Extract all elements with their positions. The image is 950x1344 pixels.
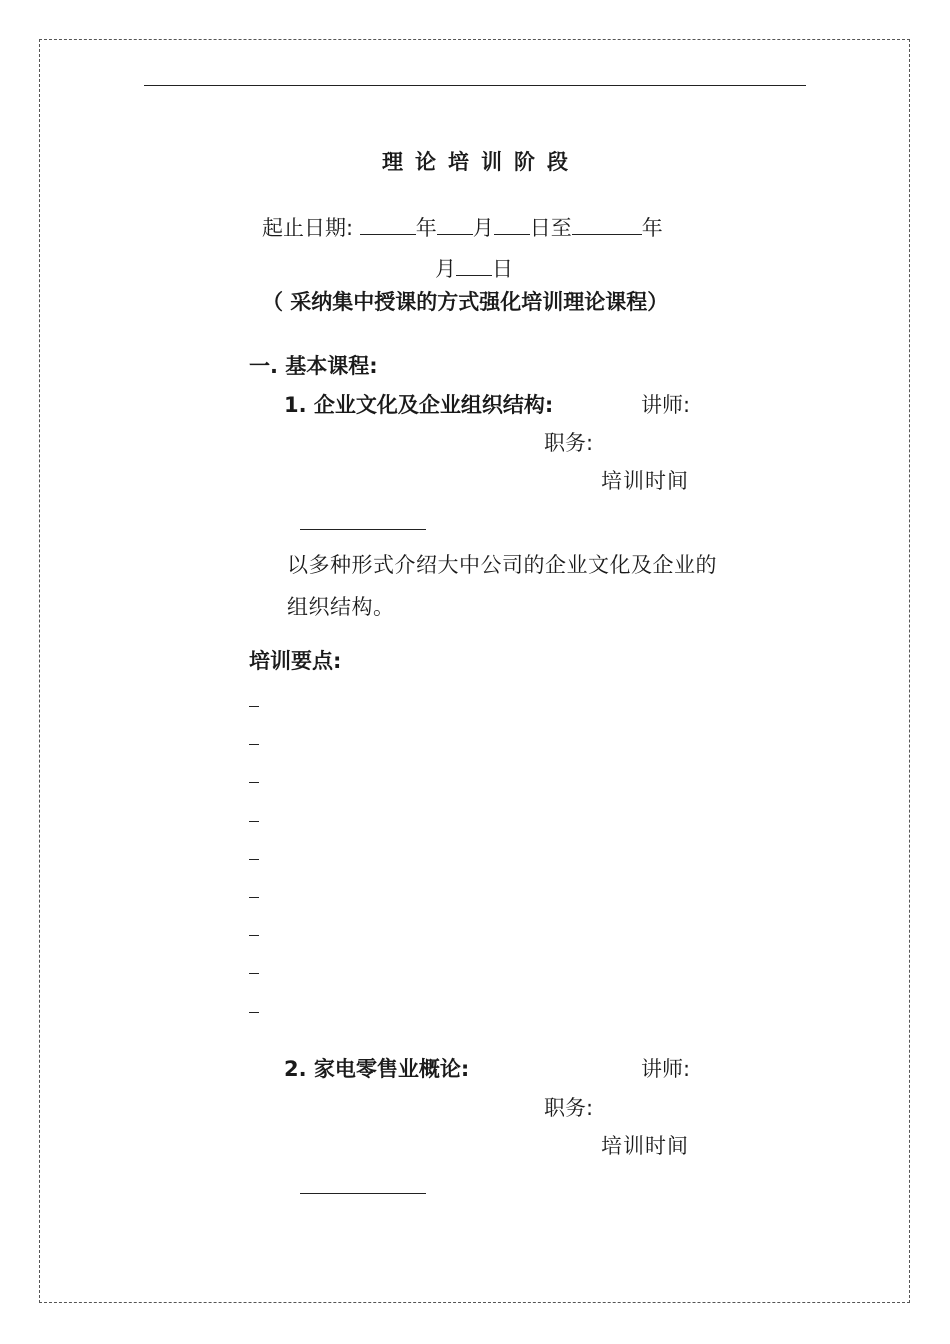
key-point-bullet (249, 935, 259, 936)
course-2-title: 2. 家电零售业概论: (284, 1057, 470, 1081)
course-1-position-label: 职务: (544, 431, 594, 455)
key-point-bullet (249, 1012, 259, 1013)
course-2-instructor-label: 讲师: (641, 1057, 691, 1081)
end-year-blank (572, 214, 642, 235)
key-point-bullet (249, 821, 259, 822)
page-title: 理论培训阶段 (382, 150, 580, 174)
end-month-unit: 月 (435, 257, 456, 281)
key-point-bullet (249, 706, 259, 707)
section-heading-basic-courses: 一. 基本课程: (249, 354, 378, 378)
key-point-bullet (249, 782, 259, 783)
start-year-blank (360, 214, 416, 235)
key-point-bullet (249, 744, 259, 745)
course-2-position-label: 职务: (544, 1096, 594, 1120)
end-year-unit: 年 (641, 216, 663, 240)
training-method-note: （ 采纳集中授课的方式强化培训理论课程） (262, 290, 669, 314)
key-point-bullet (249, 973, 259, 974)
course-1-instructor-label: 讲师: (641, 393, 691, 417)
date-range-line-2 (435, 255, 513, 280)
date-range-line (262, 214, 663, 239)
start-month-blank (437, 214, 473, 235)
course-1-time-blank (300, 529, 426, 530)
key-points-heading: 培训要点: (249, 649, 342, 673)
date-range-label: 起止日期: (262, 216, 354, 240)
course-1-time-label: 培训时间 (601, 469, 689, 493)
course-1-title: 1. 企业文化及企业组织结构: (284, 393, 554, 417)
end-day-blank (456, 255, 492, 276)
start-day-unit: 日至 (529, 216, 572, 240)
key-point-bullet (249, 897, 259, 898)
header-rule (144, 85, 806, 86)
course-2-time-label: 培训时间 (601, 1134, 689, 1158)
key-point-bullet (249, 859, 259, 860)
start-month-unit: 月 (472, 216, 494, 240)
course-2-time-blank (300, 1193, 426, 1194)
course-1-description: 以多种形式介绍大中公司的企业文化及企业的组织结构。 (287, 553, 717, 619)
end-day-unit: 日 (492, 257, 513, 281)
start-year-unit: 年 (415, 216, 437, 240)
start-day-blank (494, 214, 530, 235)
